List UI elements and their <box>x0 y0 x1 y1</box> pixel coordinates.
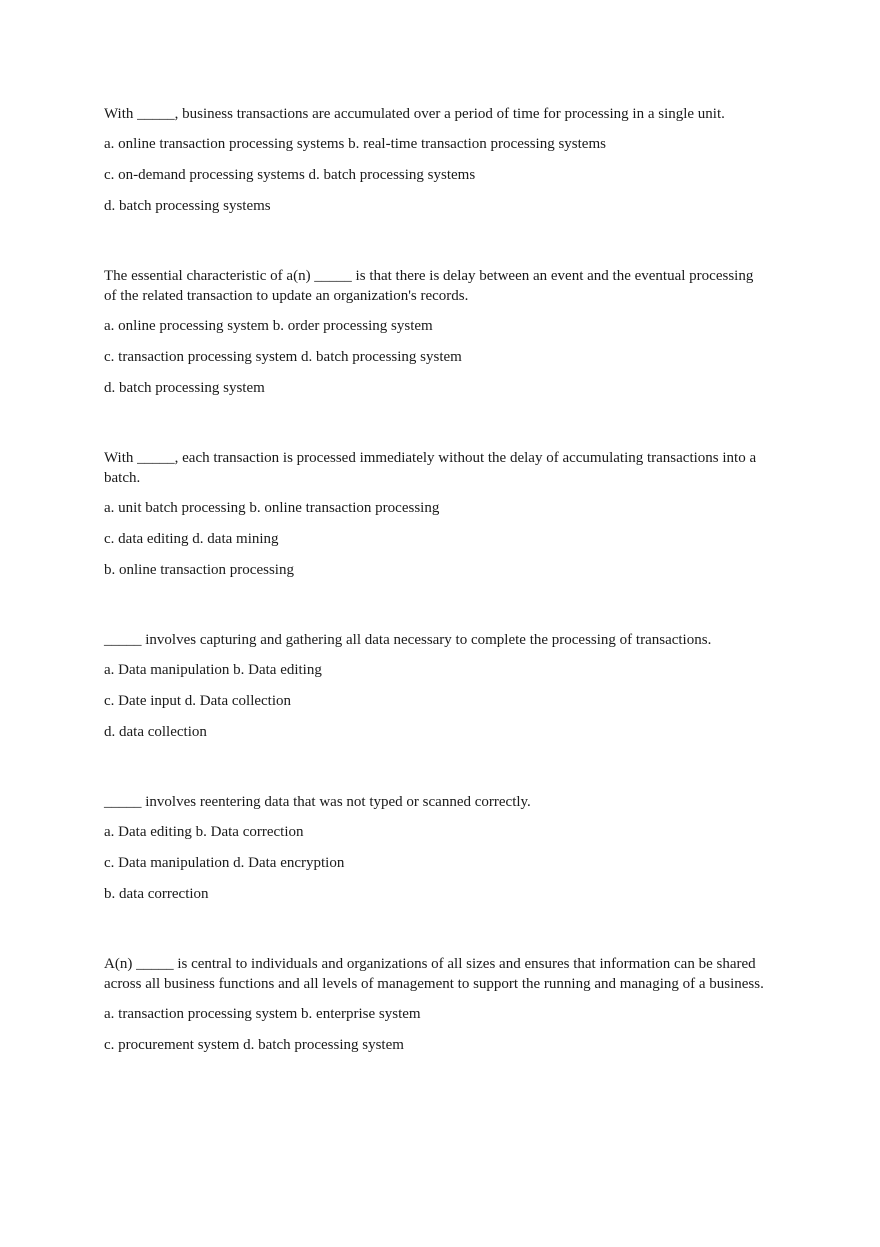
answer-text: b. data correction <box>104 886 209 902</box>
answer-text: b. online transaction processing <box>104 562 294 578</box>
question-text: A(n) _____ is central to individuals and organizations of all sizes and ensures that information can be shared across all business functions and all levels of management to support the running and managing of a business. <box>104 956 764 992</box>
options-line-1: a. Data manipulation b. Data editing <box>104 662 322 678</box>
options-line-2: c. Date input d. Data collection <box>104 693 292 709</box>
question-text: _____ involves capturing and gathering all data necessary to complete the processing of transactions. <box>104 632 712 648</box>
options-line-2: c. transaction processing system d. batch processing system <box>104 349 462 365</box>
question-text: _____ involves reentering data that was not typed or scanned correctly. <box>104 794 531 810</box>
question-block-6 <box>104 954 764 1055</box>
question-text: The essential characteristic of a(n) _____ is that there is delay between an event and the eventual processing of the related transaction to update an organization's records. <box>104 268 754 304</box>
question-text: With _____, business transactions are accumulated over a period of time for processing in a single unit. <box>104 106 725 122</box>
question-block-1 <box>104 104 764 216</box>
options-line-2: c. data editing d. data mining <box>104 531 279 547</box>
question-block-5 <box>104 792 764 904</box>
question-block-4 <box>104 630 764 742</box>
answer-text: d. data collection <box>104 724 207 740</box>
question-text: With _____, each transaction is processed immediately without the delay of accumulating transactions into a batch. <box>104 450 757 486</box>
options-line-2: c. Data manipulation d. Data encryption <box>104 855 345 871</box>
options-line-1: a. Data editing b. Data correction <box>104 824 304 840</box>
question-block-2 <box>104 266 764 398</box>
answer-text: d. batch processing system <box>104 380 265 396</box>
options-line-1: a. unit batch processing b. online transaction processing <box>104 500 440 516</box>
document-page <box>104 104 764 1105</box>
options-line-1: a. transaction processing system b. enterprise system <box>104 1006 421 1022</box>
options-line-1: a. online processing system b. order processing system <box>104 318 433 334</box>
options-line-2: c. procurement system d. batch processing system <box>104 1037 404 1053</box>
options-line-2: c. on-demand processing systems d. batch processing systems <box>104 167 476 183</box>
question-block-3 <box>104 448 764 580</box>
options-line-1: a. online transaction processing systems b. real-time transaction processing systems <box>104 136 606 152</box>
answer-text: d. batch processing systems <box>104 198 271 214</box>
